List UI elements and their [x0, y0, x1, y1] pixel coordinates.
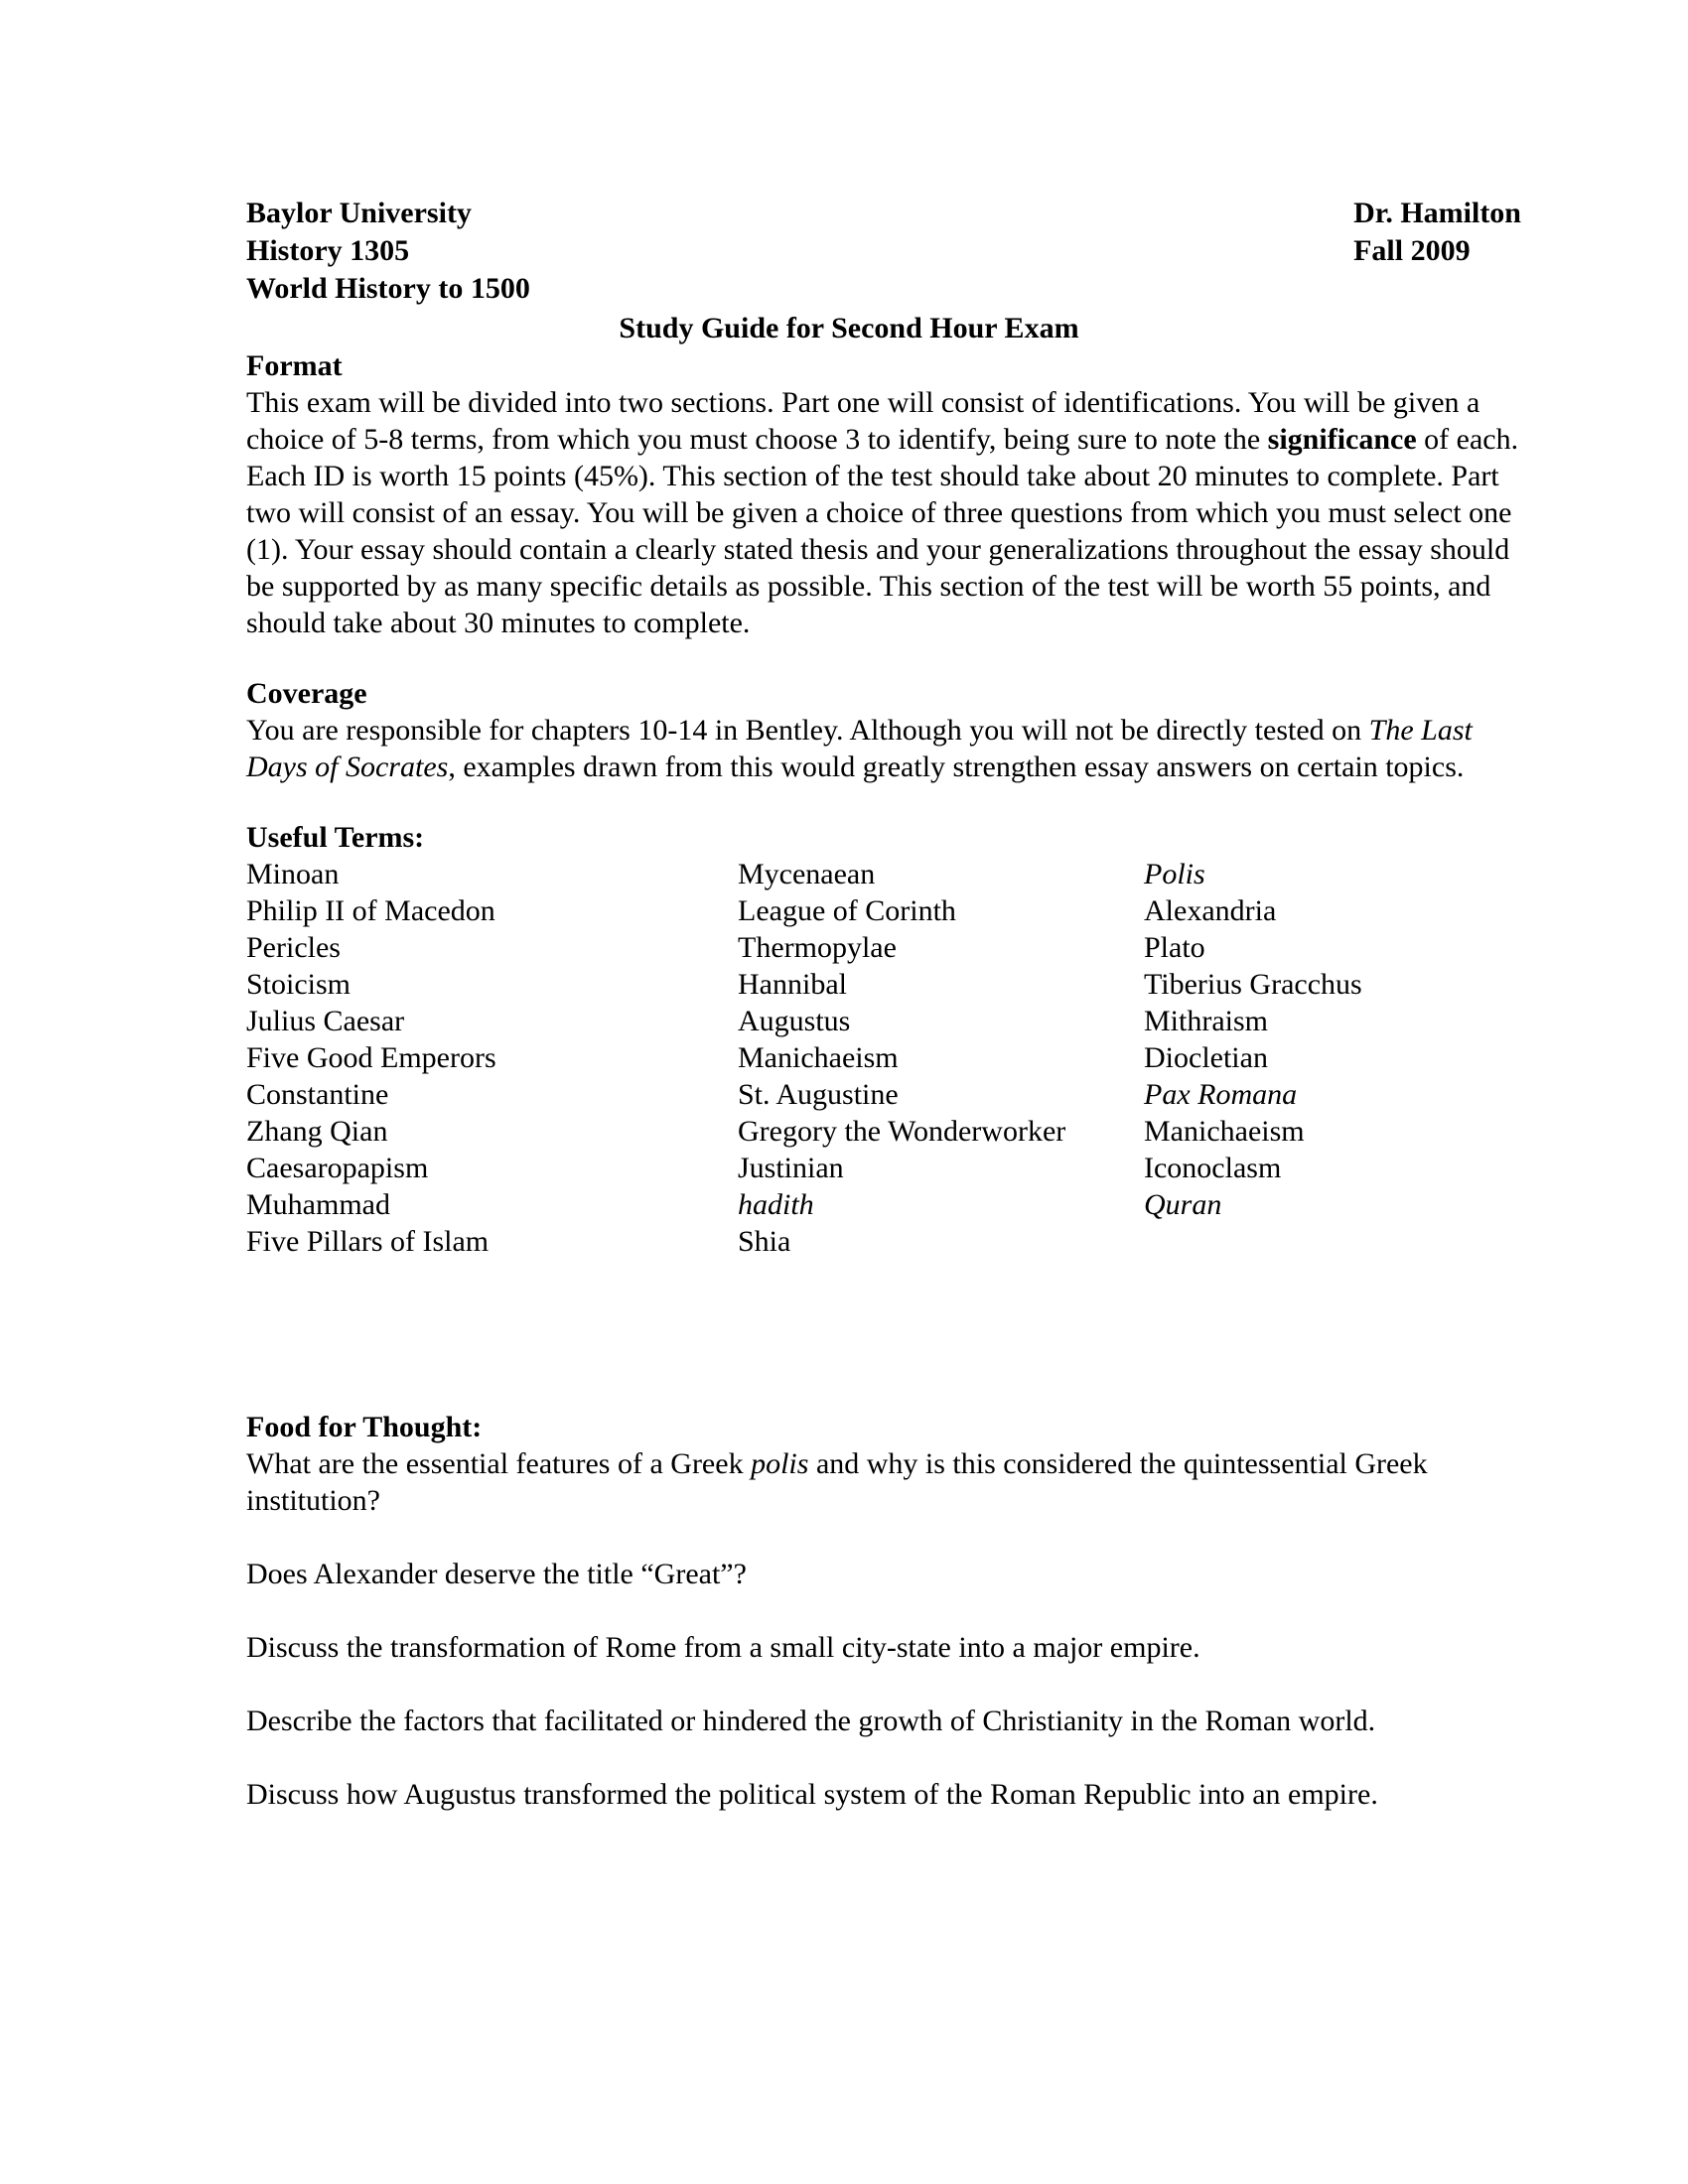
question-text-part1: Discuss the transformation of Rome from a small city-state into a major empire. [246, 1631, 1200, 1664]
term-cell [738, 892, 1144, 929]
header-instructor: Dr. Hamilton [1353, 197, 1521, 229]
question-gap [246, 1739, 1521, 1776]
term-cell [738, 929, 1144, 966]
term-cell [246, 1003, 738, 1039]
coverage-text-part1: You are responsible for chapters 10-14 in Bentley. Although you will not be directly tested on [246, 714, 1369, 747]
term-label: Hannibal [738, 968, 847, 1001]
term-cell [246, 1223, 738, 1260]
coverage-paragraph [246, 712, 1521, 785]
coverage-text-part2: , examples drawn from this would greatly strengthen essay answers on certain topics. [448, 751, 1465, 783]
term-label: Five Good Emperors [246, 1041, 496, 1074]
question-text-part1: What are the essential features of a Greek [246, 1447, 752, 1480]
term-cell [738, 1003, 1144, 1039]
terms-row [246, 1150, 1521, 1186]
term-cell [246, 856, 738, 892]
question-item [246, 1703, 1521, 1739]
question-item [246, 1629, 1521, 1666]
term-cell [738, 1039, 1144, 1076]
term-label: Caesaropapism [246, 1152, 429, 1184]
question-gap [246, 1592, 1521, 1629]
question-text-part1: Does Alexander deserve the title “Great”? [246, 1558, 747, 1590]
term-cell [1144, 1186, 1521, 1223]
term-label: Diocletian [1144, 1041, 1268, 1074]
term-cell [738, 856, 1144, 892]
term-label: Alexandria [1144, 894, 1277, 927]
term-cell [1144, 1113, 1521, 1150]
term-cell [1144, 1150, 1521, 1186]
term-cell [246, 929, 738, 966]
header-course-title: World History to 1500 [246, 272, 530, 305]
term-label: Pericles [246, 931, 341, 964]
term-label: Gregory the Wonderworker [738, 1115, 1066, 1148]
question-italic-term: polis [751, 1447, 809, 1480]
useful-terms-grid [246, 856, 1521, 1260]
header-right-block [1353, 195, 1521, 270]
format-paragraph [246, 384, 1521, 641]
terms-row [246, 1186, 1521, 1223]
term-cell [738, 1150, 1144, 1186]
term-cell [246, 1076, 738, 1113]
terms-row [246, 1039, 1521, 1076]
term-label: Stoicism [246, 968, 352, 1001]
term-label: Muhammad [246, 1188, 390, 1221]
term-cell [1144, 929, 1521, 966]
term-label: Tiberius Gracchus [1144, 968, 1362, 1001]
question-item [246, 1445, 1521, 1519]
term-label: Manichaeism [738, 1041, 899, 1074]
terms-row [246, 1223, 1521, 1260]
term-cell [1144, 1003, 1521, 1039]
terms-row [246, 1003, 1521, 1039]
term-label: Quran [1144, 1188, 1222, 1221]
question-gap [246, 1519, 1521, 1556]
terms-row [246, 966, 1521, 1003]
term-label: Constantine [246, 1078, 389, 1111]
header-university: Baylor University [246, 197, 472, 229]
term-cell [1144, 892, 1521, 929]
coverage-book-title: The Last Days of Socrates [246, 714, 1473, 783]
section-heading-format: Format [246, 349, 343, 382]
term-label: Augustus [738, 1005, 851, 1037]
terms-row [246, 1076, 1521, 1113]
document-header [246, 195, 1521, 308]
term-cell [738, 1223, 1144, 1260]
term-cell [1144, 856, 1521, 892]
term-label: Julius Caesar [246, 1005, 405, 1037]
term-label: Zhang Qian [246, 1115, 388, 1148]
terms-row [246, 1113, 1521, 1150]
spacer-before-food-for-thought [246, 1260, 1521, 1409]
term-cell [738, 966, 1144, 1003]
spacer-after-format [246, 641, 1521, 675]
term-label: Iconoclasm [1144, 1152, 1282, 1184]
term-cell [246, 966, 738, 1003]
term-label: League of Corinth [738, 894, 956, 927]
term-cell [1144, 1039, 1521, 1076]
term-label: Plato [1144, 931, 1205, 964]
term-cell [246, 1150, 738, 1186]
term-cell [738, 1113, 1144, 1150]
header-left-block [246, 195, 530, 308]
question-item [246, 1556, 1521, 1592]
term-label: Shia [738, 1225, 791, 1258]
header-term: Fall 2009 [1353, 234, 1471, 267]
term-cell [1144, 1076, 1521, 1113]
term-label: Polis [1144, 858, 1205, 890]
term-label: Justinian [738, 1152, 844, 1184]
section-heading-food-for-thought: Food for Thought: [246, 1411, 483, 1443]
terms-row [246, 892, 1521, 929]
format-text-part1: This exam will be divided into two sections. Part one will consist of identifications. You will be given a choice of 5-8 terms, from which you must choose 3 to identify, being sure to note the [246, 386, 1480, 456]
term-cell [246, 1186, 738, 1223]
terms-row [246, 929, 1521, 966]
term-cell [246, 892, 738, 929]
term-label: Thermopylae [738, 931, 897, 964]
header-course-number: History 1305 [246, 234, 410, 267]
question-text-part1: Describe the factors that facilitated or hindered the growth of Christianity in the Roman world. [246, 1705, 1376, 1737]
page-title: Study Guide for Second Hour Exam [619, 312, 1079, 344]
food-for-thought-questions [246, 1445, 1521, 1813]
term-cell [738, 1186, 1144, 1223]
term-cell [1144, 966, 1521, 1003]
term-cell [738, 1076, 1144, 1113]
question-text-part2: and why is this considered the quintessential Greek institution? [246, 1447, 1428, 1517]
term-label: St. Augustine [738, 1078, 899, 1111]
section-heading-coverage: Coverage [246, 677, 367, 710]
format-text-part2: of each. Each ID is worth 15 points (45%). This section of the test should take about 20 minutes to complete. Part two will consist of an essay. You will be given a choice of three questions from which you must select one (1). Your essay should contain a clearly stated thesis and your generalizations throughout the essay should be supported by as many specific details as possible. This section of the test will be worth 55 points, and should take about 30 minutes to complete. [246, 423, 1519, 639]
term-cell [246, 1039, 738, 1076]
spacer-after-coverage [246, 785, 1521, 819]
term-label: hadith [738, 1188, 814, 1221]
term-cell [246, 1113, 738, 1150]
term-label: Five Pillars of Islam [246, 1225, 490, 1258]
document-body [246, 195, 1521, 1813]
question-text-part1: Discuss how Augustus transformed the political system of the Roman Republic into an empire. [246, 1778, 1378, 1811]
term-label: Mycenaean [738, 858, 876, 890]
term-label: Philip II of Macedon [246, 894, 495, 927]
term-label: Minoan [246, 858, 340, 890]
terms-row [246, 856, 1521, 892]
term-label: Mithraism [1144, 1005, 1268, 1037]
format-emphasis-significance: significance [1267, 423, 1417, 456]
term-cell [1144, 1223, 1521, 1260]
section-heading-useful-terms: Useful Terms: [246, 821, 425, 854]
question-item [246, 1776, 1521, 1813]
term-label: Pax Romana [1144, 1078, 1298, 1111]
question-gap [246, 1666, 1521, 1703]
term-label: Manichaeism [1144, 1115, 1305, 1148]
